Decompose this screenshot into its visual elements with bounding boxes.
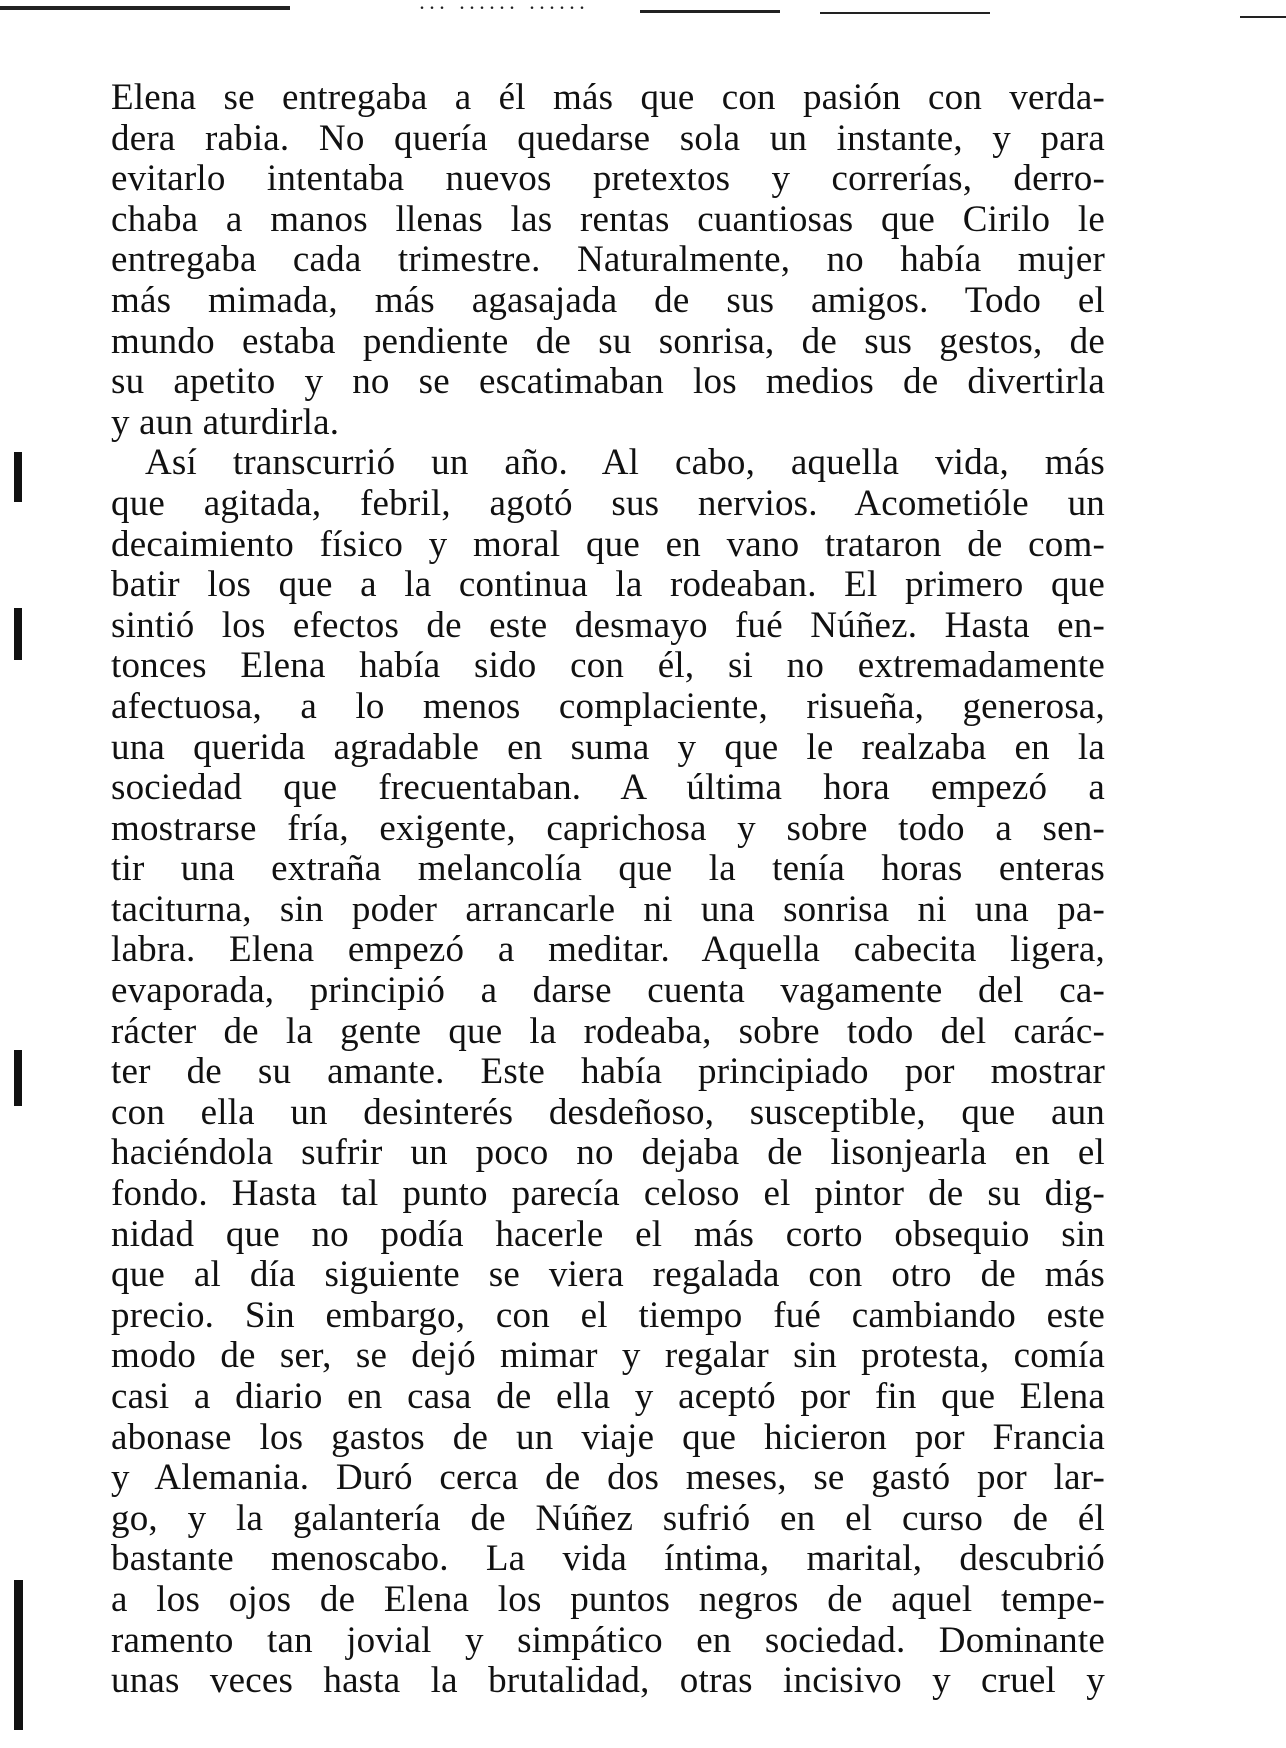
text-line: sintió los efectos de este desmayo fué Núñez. Hasta en- (111, 604, 1105, 646)
text-line: bastante menoscabo. La vida íntima, marital, descubrió (111, 1538, 1105, 1580)
paragraph (111, 443, 1105, 1701)
text-line: y aun aturdirla. (111, 401, 340, 443)
text-line: chaba a manos llenas las rentas cuantiosas que Cirilo le (111, 198, 1105, 240)
paragraph (111, 78, 1105, 443)
text-line: go, y la galantería de Núñez sufrió en el curso de él (111, 1497, 1105, 1539)
text-line: afectuosa, a lo menos complaciente, risueña, generosa, (111, 685, 1105, 727)
top-rule-right (820, 12, 990, 14)
text-line: precio. Sin embargo, con el tiempo fué cambiando este (111, 1294, 1105, 1336)
top-rule-left (0, 6, 290, 10)
margin-mark-2 (14, 608, 22, 660)
text-line: y Alemania. Duró cerca de dos meses, se gastó por lar- (111, 1457, 1105, 1499)
text-line: mostrarse fría, exigente, caprichosa y sobre todo a sen- (111, 807, 1105, 849)
text-line: más mimada, más agasajada de sus amigos. Todo el (111, 279, 1105, 321)
text-line: con ella un desinterés desdeñoso, susceptible, que aun (111, 1091, 1105, 1133)
text-line: modo de ser, se dejó mimar y regalar sin protesta, comía (111, 1335, 1105, 1377)
text-line: batir los que a la continua la rodeaban. El primero que (111, 564, 1105, 606)
text-line: ter de su amante. Este había principiado por mostrar (111, 1051, 1105, 1093)
text-line: evitarlo intentaba nuevos pretextos y correrías, derro- (111, 158, 1105, 200)
text-line: haciéndola sufrir un poco no dejaba de lisonjearla en el (111, 1132, 1105, 1174)
text-line: que agitada, febril, agotó sus nervios. Acometióle un (111, 482, 1105, 524)
text-line: labra. Elena empezó a meditar. Aquella cabecita ligera, (111, 929, 1105, 971)
top-rule-far-right (1240, 16, 1286, 18)
text-line: casi a diario en casa de ella y aceptó por fin que Elena (111, 1376, 1105, 1417)
text-line: su apetito y no se escatimaban los medios de divertirla (111, 361, 1105, 403)
text-line: tonces Elena había sido con él, si no extremadamente (111, 645, 1105, 687)
text-line: que al día siguiente se viera regalada con otro de más (111, 1254, 1105, 1296)
body-text (111, 78, 1105, 1702)
text-line: dera rabia. No quería quedarse sola un instante, y para (111, 117, 1105, 159)
text-line: taciturna, sin poder arrancarle ni una sonrisa ni una pa- (111, 888, 1105, 930)
text-line: una querida agradable en suma y que le realzaba en la (111, 726, 1105, 768)
text-line: tir una extraña melancolía que la tenía horas enteras (111, 848, 1105, 890)
text-line: sociedad que frecuentaban. A última hora empezó a (111, 767, 1105, 809)
text-line: nidad que no podía hacerle el más corto obsequio sin (111, 1213, 1105, 1255)
text-line: fondo. Hasta tal punto parecía celoso el pintor de su dig- (111, 1173, 1105, 1215)
paragraph-container (111, 78, 1105, 1702)
text-line: unas veces hasta la brutalidad, otras incisivo y cruel y (111, 1660, 1105, 1702)
text-line: Elena se entregaba a él más que con pasión con verda- (111, 77, 1105, 118)
text-line: a los ojos de Elena los puntos negros de aquel tempe- (111, 1578, 1105, 1620)
margin-mark-1 (14, 452, 22, 502)
text-line: mundo estaba pendiente de su sonrisa, de sus gestos, de (111, 320, 1105, 362)
text-line: Así transcurrió un año. Al cabo, aquella vida, más (145, 442, 1105, 484)
text-line: abonase los gastos de un viaje que hicieron por Francia (111, 1416, 1105, 1458)
margin-mark-3 (14, 1050, 22, 1106)
text-line: evaporada, principió a darse cuenta vagamente del ca- (111, 970, 1105, 1012)
text-line: decaimiento físico y moral que en vano trataron de com- (111, 523, 1105, 565)
text-line: ramento tan jovial y simpático en sociedad. Dominante (111, 1619, 1105, 1661)
text-line: rácter de la gente que la rodeaba, sobre todo del carác- (111, 1010, 1105, 1052)
margin-mark-4 (14, 1580, 23, 1730)
text-line: entregaba cada trimestre. Naturalmente, no había mujer (111, 239, 1105, 281)
running-head: ... ...... ...... (420, 0, 590, 13)
